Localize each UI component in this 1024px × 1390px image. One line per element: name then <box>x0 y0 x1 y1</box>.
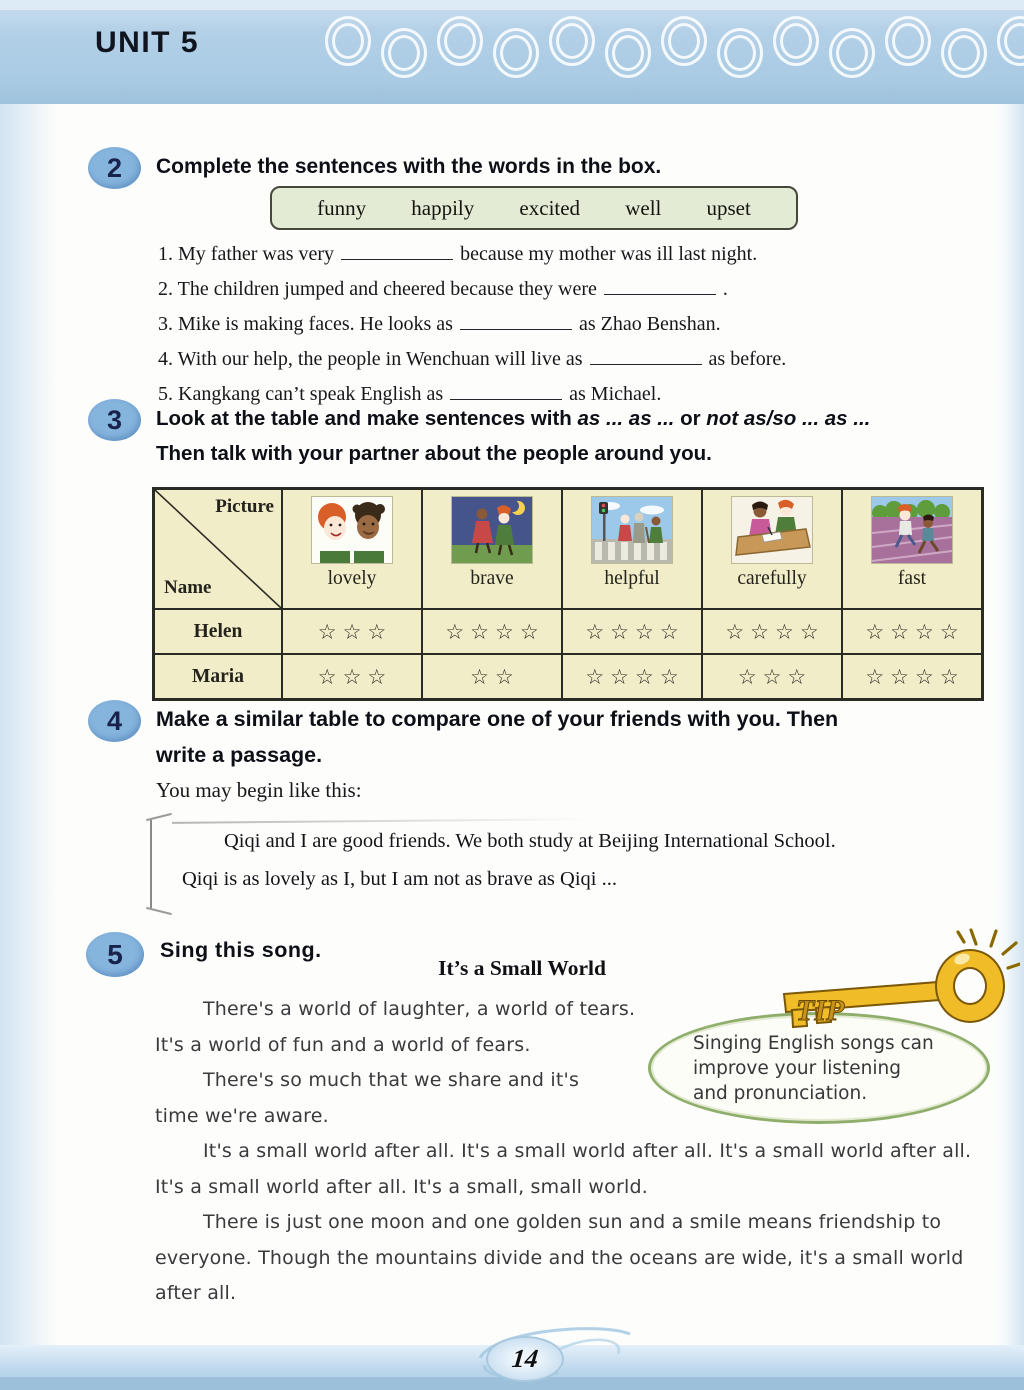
star-rating: ☆☆ <box>422 654 562 699</box>
exercise-5-badge <box>86 932 144 977</box>
sentence-text-before: Kangkang can’t speak English as <box>178 383 444 405</box>
lyric-line: There is just one moon and one golden sun and a smile means friendship to <box>203 1211 942 1233</box>
sentence-item <box>158 238 988 273</box>
passage-line-1: Qiqi and I are good friends. We both study at Beijing International School. <box>224 830 836 852</box>
corner-label-name: Name <box>164 577 212 598</box>
song-title: It’s a Small World <box>438 956 606 980</box>
table-column-header-carefully <box>702 489 842 609</box>
sentence-text-after: because my mother was ill last night. <box>460 243 758 265</box>
tip-text-line: improve your listening <box>693 1058 901 1079</box>
banner-top-strip <box>0 0 1024 10</box>
circle-icon <box>325 16 371 66</box>
star-rating: ☆☆☆☆ <box>842 609 982 654</box>
sentence-item <box>158 343 988 378</box>
comparison-table <box>152 487 984 701</box>
star-rating: ☆☆☆☆ <box>562 609 702 654</box>
lyric-line: after all. <box>155 1282 237 1304</box>
lyric-line: everyone. Though the mountains divide and the oceans are wide, it's a small world <box>155 1246 964 1269</box>
table-column-header-brave <box>422 489 562 609</box>
circle-icon <box>997 16 1024 66</box>
word-box-word: well <box>625 195 662 220</box>
star-rating: ☆☆☆☆ <box>422 609 562 654</box>
tip-text-line: and pronunciation. <box>693 1083 868 1104</box>
lyric-line: It's a small world after all. It's a small, small world. <box>155 1175 648 1198</box>
corner-label-picture: Picture <box>215 496 274 517</box>
circle-icon <box>381 28 427 78</box>
word-box-word: happily <box>411 195 475 220</box>
circle-icon <box>717 28 763 78</box>
exercise-3-title-segment: or <box>674 407 707 430</box>
key-icon <box>770 926 1020 1044</box>
star-rating: ☆☆☆ <box>282 609 422 654</box>
exercise-5-number: 5 <box>107 938 123 970</box>
exercise-5-title: Sing this song. <box>160 938 322 962</box>
column-label: lovely <box>327 568 377 589</box>
exercise-4-title-line1: Make a similar table to compare one of your friends with you. Then <box>156 707 839 731</box>
circle-icon <box>493 28 539 78</box>
unit-header-banner <box>0 0 1024 104</box>
column-label: carefully <box>737 568 807 589</box>
circle-icon <box>773 16 819 66</box>
star-rating: ☆☆☆☆ <box>562 654 702 699</box>
sentence-item <box>158 308 988 343</box>
sentence-text-after: as Zhao Benshan. <box>578 313 721 335</box>
page-number: 14 <box>510 1344 540 1373</box>
tip-text-line: Singing English songs can <box>693 1033 934 1054</box>
unit-title: UNIT 5 <box>95 26 200 59</box>
exercise-3-badge <box>88 399 141 441</box>
sentence-text-before: The children jumped and cheered because they were <box>177 278 597 300</box>
fill-in-blank <box>341 240 453 260</box>
word-box-word: funny <box>317 195 367 220</box>
sentence-item <box>158 273 988 308</box>
sample-passage-box <box>150 820 994 908</box>
sentence-text-before: Mike is making faces. He looks as <box>178 313 453 335</box>
table-column-header-helpful <box>562 489 702 609</box>
exercise-3-title-line1 <box>156 407 870 431</box>
lyric-line: It's a world of fun and a world of fears. <box>155 1033 531 1056</box>
lyric-line: time we're aware. <box>155 1104 329 1127</box>
page-number-oval <box>486 1336 564 1382</box>
passage-line-2: Qiqi is as lovely as I, but I am not as brave as Qiqi ... <box>182 868 617 890</box>
sentence-number: 5. <box>158 383 178 405</box>
exercise-2-title: Complete the sentences with the words in the box. <box>156 155 662 178</box>
word-box-word: excited <box>519 195 581 220</box>
exercise-3-title-segment: as ... as ... <box>577 407 675 430</box>
column-photo-two-smiling-kids <box>312 497 392 563</box>
column-label: brave <box>470 568 514 589</box>
column-photo-helping-cross-street <box>592 497 672 563</box>
column-label: fast <box>897 568 927 589</box>
sentence-text-after: . <box>722 278 728 300</box>
circle-icon <box>941 28 987 78</box>
column-photo-running-on-track <box>872 497 952 563</box>
fill-in-blank <box>590 345 702 365</box>
lyric-line: It's a small world after all. It's a small world after all. It's a small world after all. <box>203 1140 972 1162</box>
exercise-4-lead-in: You may begin like this: <box>156 778 362 802</box>
sentence-text-before: My father was very <box>178 243 335 265</box>
lyric-line: There's so much that we share and it's <box>203 1069 580 1091</box>
exercise-3-number: 3 <box>106 404 123 435</box>
column-photo-writing-at-desk <box>732 497 812 563</box>
sentence-text-after: as before. <box>708 348 787 370</box>
circle-icon <box>437 16 483 66</box>
star-rating: ☆☆☆ <box>702 654 842 699</box>
row-name-helen: Helen <box>154 609 282 654</box>
exercise-2-number: 2 <box>106 152 123 183</box>
exercise-3-title-segment: Look at the table and make sentences with <box>156 407 578 430</box>
fill-in-blank <box>460 310 572 330</box>
exercise-4-number: 4 <box>106 705 123 736</box>
tip-label: TIP <box>796 994 845 1027</box>
exercise-3-title-line2: Then talk with your partner about the people around you. <box>156 442 712 465</box>
fill-in-blank <box>450 380 562 400</box>
table-corner-cell <box>154 489 282 609</box>
circle-icon <box>661 16 707 66</box>
page-left-edge <box>0 104 58 1345</box>
circle-decoration-row <box>325 14 1024 84</box>
star-rating: ☆☆☆☆ <box>842 654 982 699</box>
fill-in-blank <box>604 275 716 295</box>
column-label: helpful <box>604 568 660 589</box>
sentence-text-before: With our help, the people in Wenchuan will live as <box>177 348 583 370</box>
sentence-text-after: as Michael. <box>569 383 662 405</box>
row-name-maria: Maria <box>154 654 282 699</box>
star-rating: ☆☆☆ <box>282 654 422 699</box>
word-box-word: upset <box>706 195 751 220</box>
table-column-header-fast <box>842 489 982 609</box>
sentence-number: 3. <box>158 313 178 335</box>
exercise-4-title-line2: write a passage. <box>156 743 323 767</box>
exercise-3-title-segment: not as/so ... as ... <box>706 407 871 430</box>
circle-icon <box>549 16 595 66</box>
sentence-number: 4. <box>158 348 178 370</box>
exercise-2-badge <box>88 147 141 189</box>
circle-icon <box>829 28 875 78</box>
exercise-4-badge <box>88 700 141 742</box>
star-rating: ☆☆☆☆ <box>702 609 842 654</box>
passage-box-top-line <box>172 818 592 823</box>
sentence-number: 2. <box>158 278 178 300</box>
lyric-line: There's a world of laughter, a world of tears. <box>203 998 636 1020</box>
column-photo-dancing-in-moonlight <box>452 497 532 563</box>
sentence-number: 1. <box>158 243 178 265</box>
circle-icon <box>605 28 651 78</box>
sentence-list <box>158 238 988 413</box>
word-box <box>270 186 798 230</box>
circle-icon <box>885 16 931 66</box>
table-column-header-lovely <box>282 489 422 609</box>
